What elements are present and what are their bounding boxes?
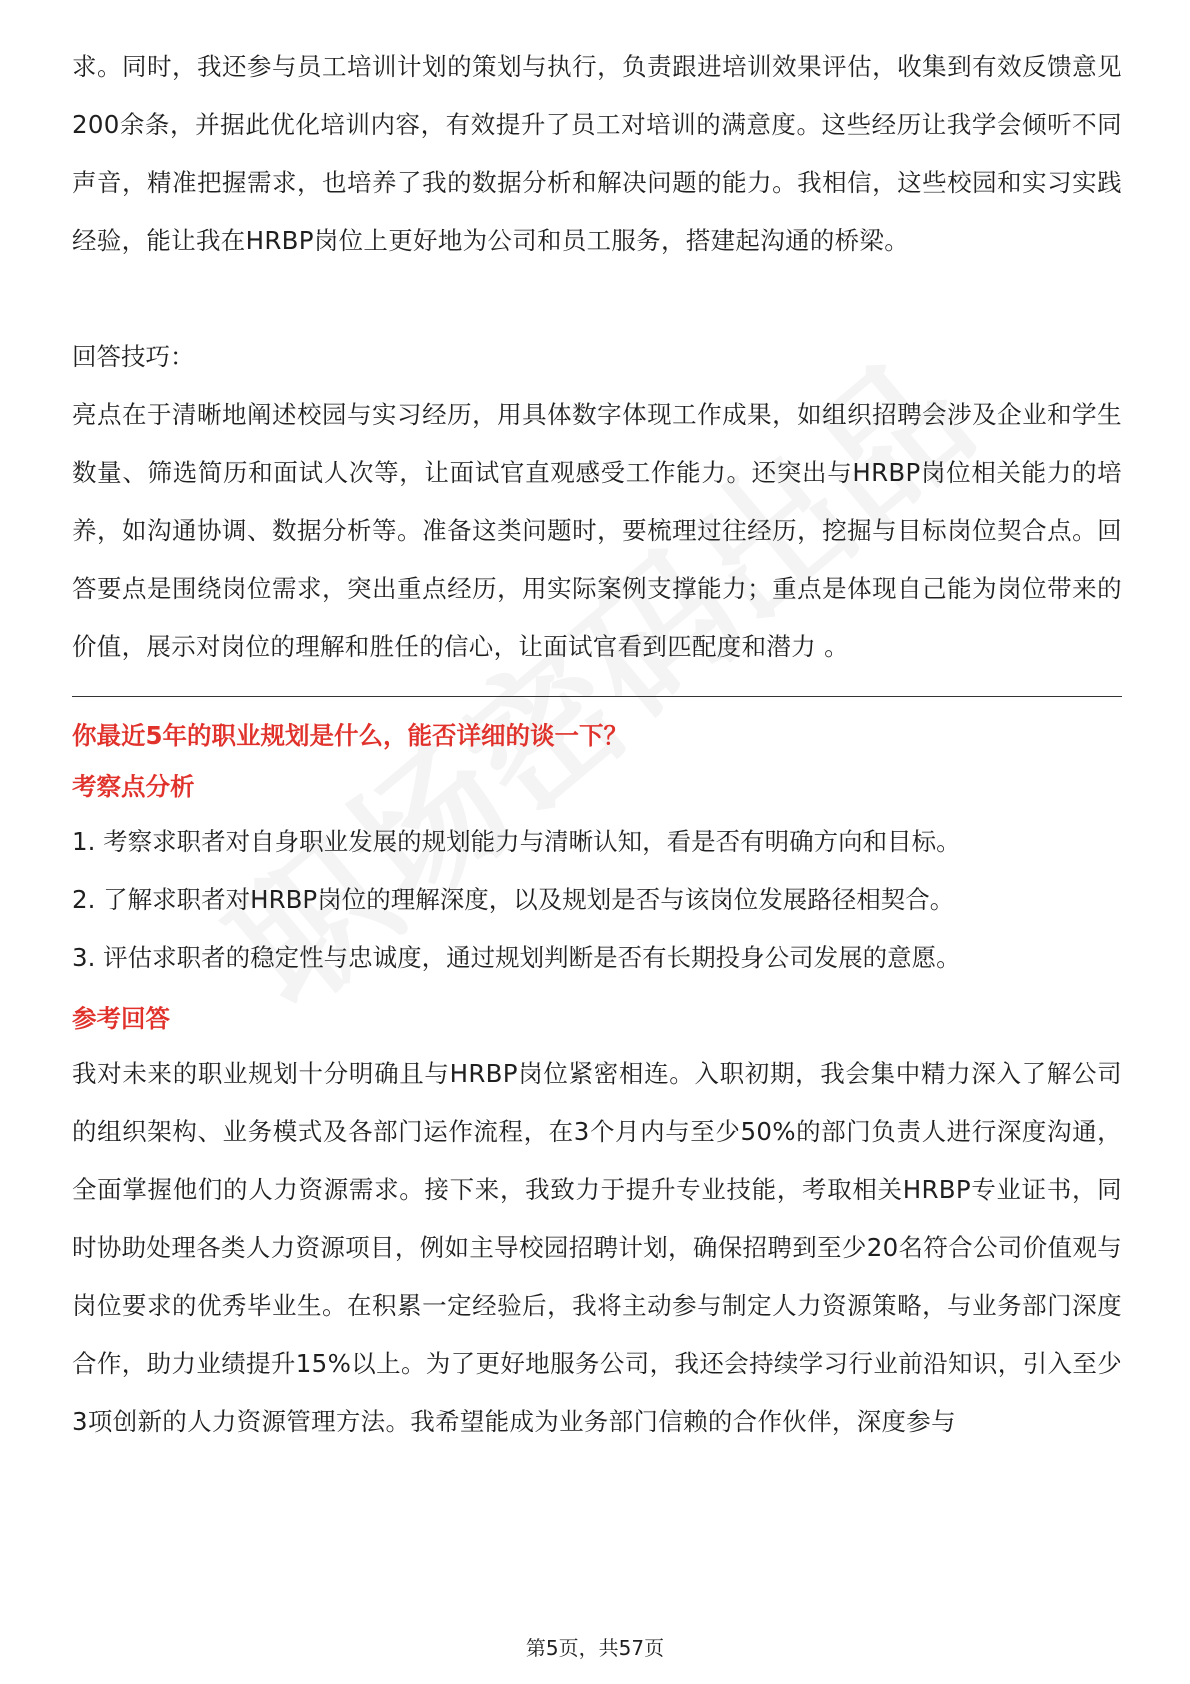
- analysis-heading: 考察点分析: [72, 772, 195, 801]
- question-title: 你最近5年的职业规划是什么，能否详细的谈一下？: [72, 721, 629, 750]
- analysis-item-3: 3. 评估求职者的稳定性与忠诚度，通过规划判断是否有长期投身公司发展的意愿。: [72, 943, 961, 972]
- analysis-item-2: 2. 了解求职者对HRBP岗位的理解深度，以及规划是否与该岗位发展路径相契合。: [72, 885, 955, 914]
- tips-label: 回答技巧：: [72, 342, 195, 371]
- tips-paragraph: 亮点在于清晰地阐述校园与实习经历，用具体数字体现工作成果，如组织招聘会涉及企业和学生数量、筛选简历和面试人次等，让面试官直观感受工作能力。还突出与HRBP岗位相关能力的培养，如沟通协调、数据分析等。准备这类问题时，要梳理过往经历，挖掘与目标岗位契合点。回答要点是围绕岗位需求，突出重点经历，用实际案例支撑能力；重点是体现自己能为岗位带来的价值，展示对岗位的理解和胜任的信心，让面试官看到匹配度和潜力 。: [72, 400, 1122, 661]
- reference-heading: 参考回答: [72, 1004, 170, 1033]
- reference-paragraph: 我对未来的职业规划十分明确且与HRBP岗位紧密相连。入职初期，我会集中精力深入了解公司的组织架构、业务模式及各部门运作流程，在3个月内与至少50%的部门负责人进行深度沟通，全面掌握他们的人力资源需求。接下来，我致力于提升专业技能，考取相关HRBP专业证书，同时协助处理各类人力资源项目，例如主导校园招聘计划，确保招聘到至少20名符合公司价值观与岗位要求的优秀毕业生。在积累一定经验后，我将主动参与制定人力资源策略，与业务部门深度合作，助力业绩提升15%以上。为了更好地服务公司，我还会持续学习行业前沿知识，引入至少3项创新的人力资源管理方法。我希望能成为业务部门信赖的合作伙伴，深度参与: [72, 1059, 1122, 1436]
- spacer: [72, 270, 1122, 328]
- page-footer: 第5页，共57页: [525, 1636, 665, 1660]
- intro-paragraph: 求。同时，我还参与员工培训计划的策划与执行，负责跟进培训效果评估，收集到有效反馈意见200余条，并据此优化培训内容，有效提升了员工对培训的满意度。这些经历让我学会倾听不同声音，精准把握需求，也培养了我的数据分析和解决问题的能力。我相信，这些校园和实习实践经验，能让我在HRBP岗位上更好地为公司和员工服务，搭建起沟通的桥梁。: [72, 52, 1122, 255]
- section-divider: [72, 696, 1122, 697]
- analysis-item-1: 1. 考察求职者对自身职业发展的规划能力与清晰认知，看是否有明确方向和目标。: [72, 827, 961, 856]
- document-page: [72, 38, 1122, 1451]
